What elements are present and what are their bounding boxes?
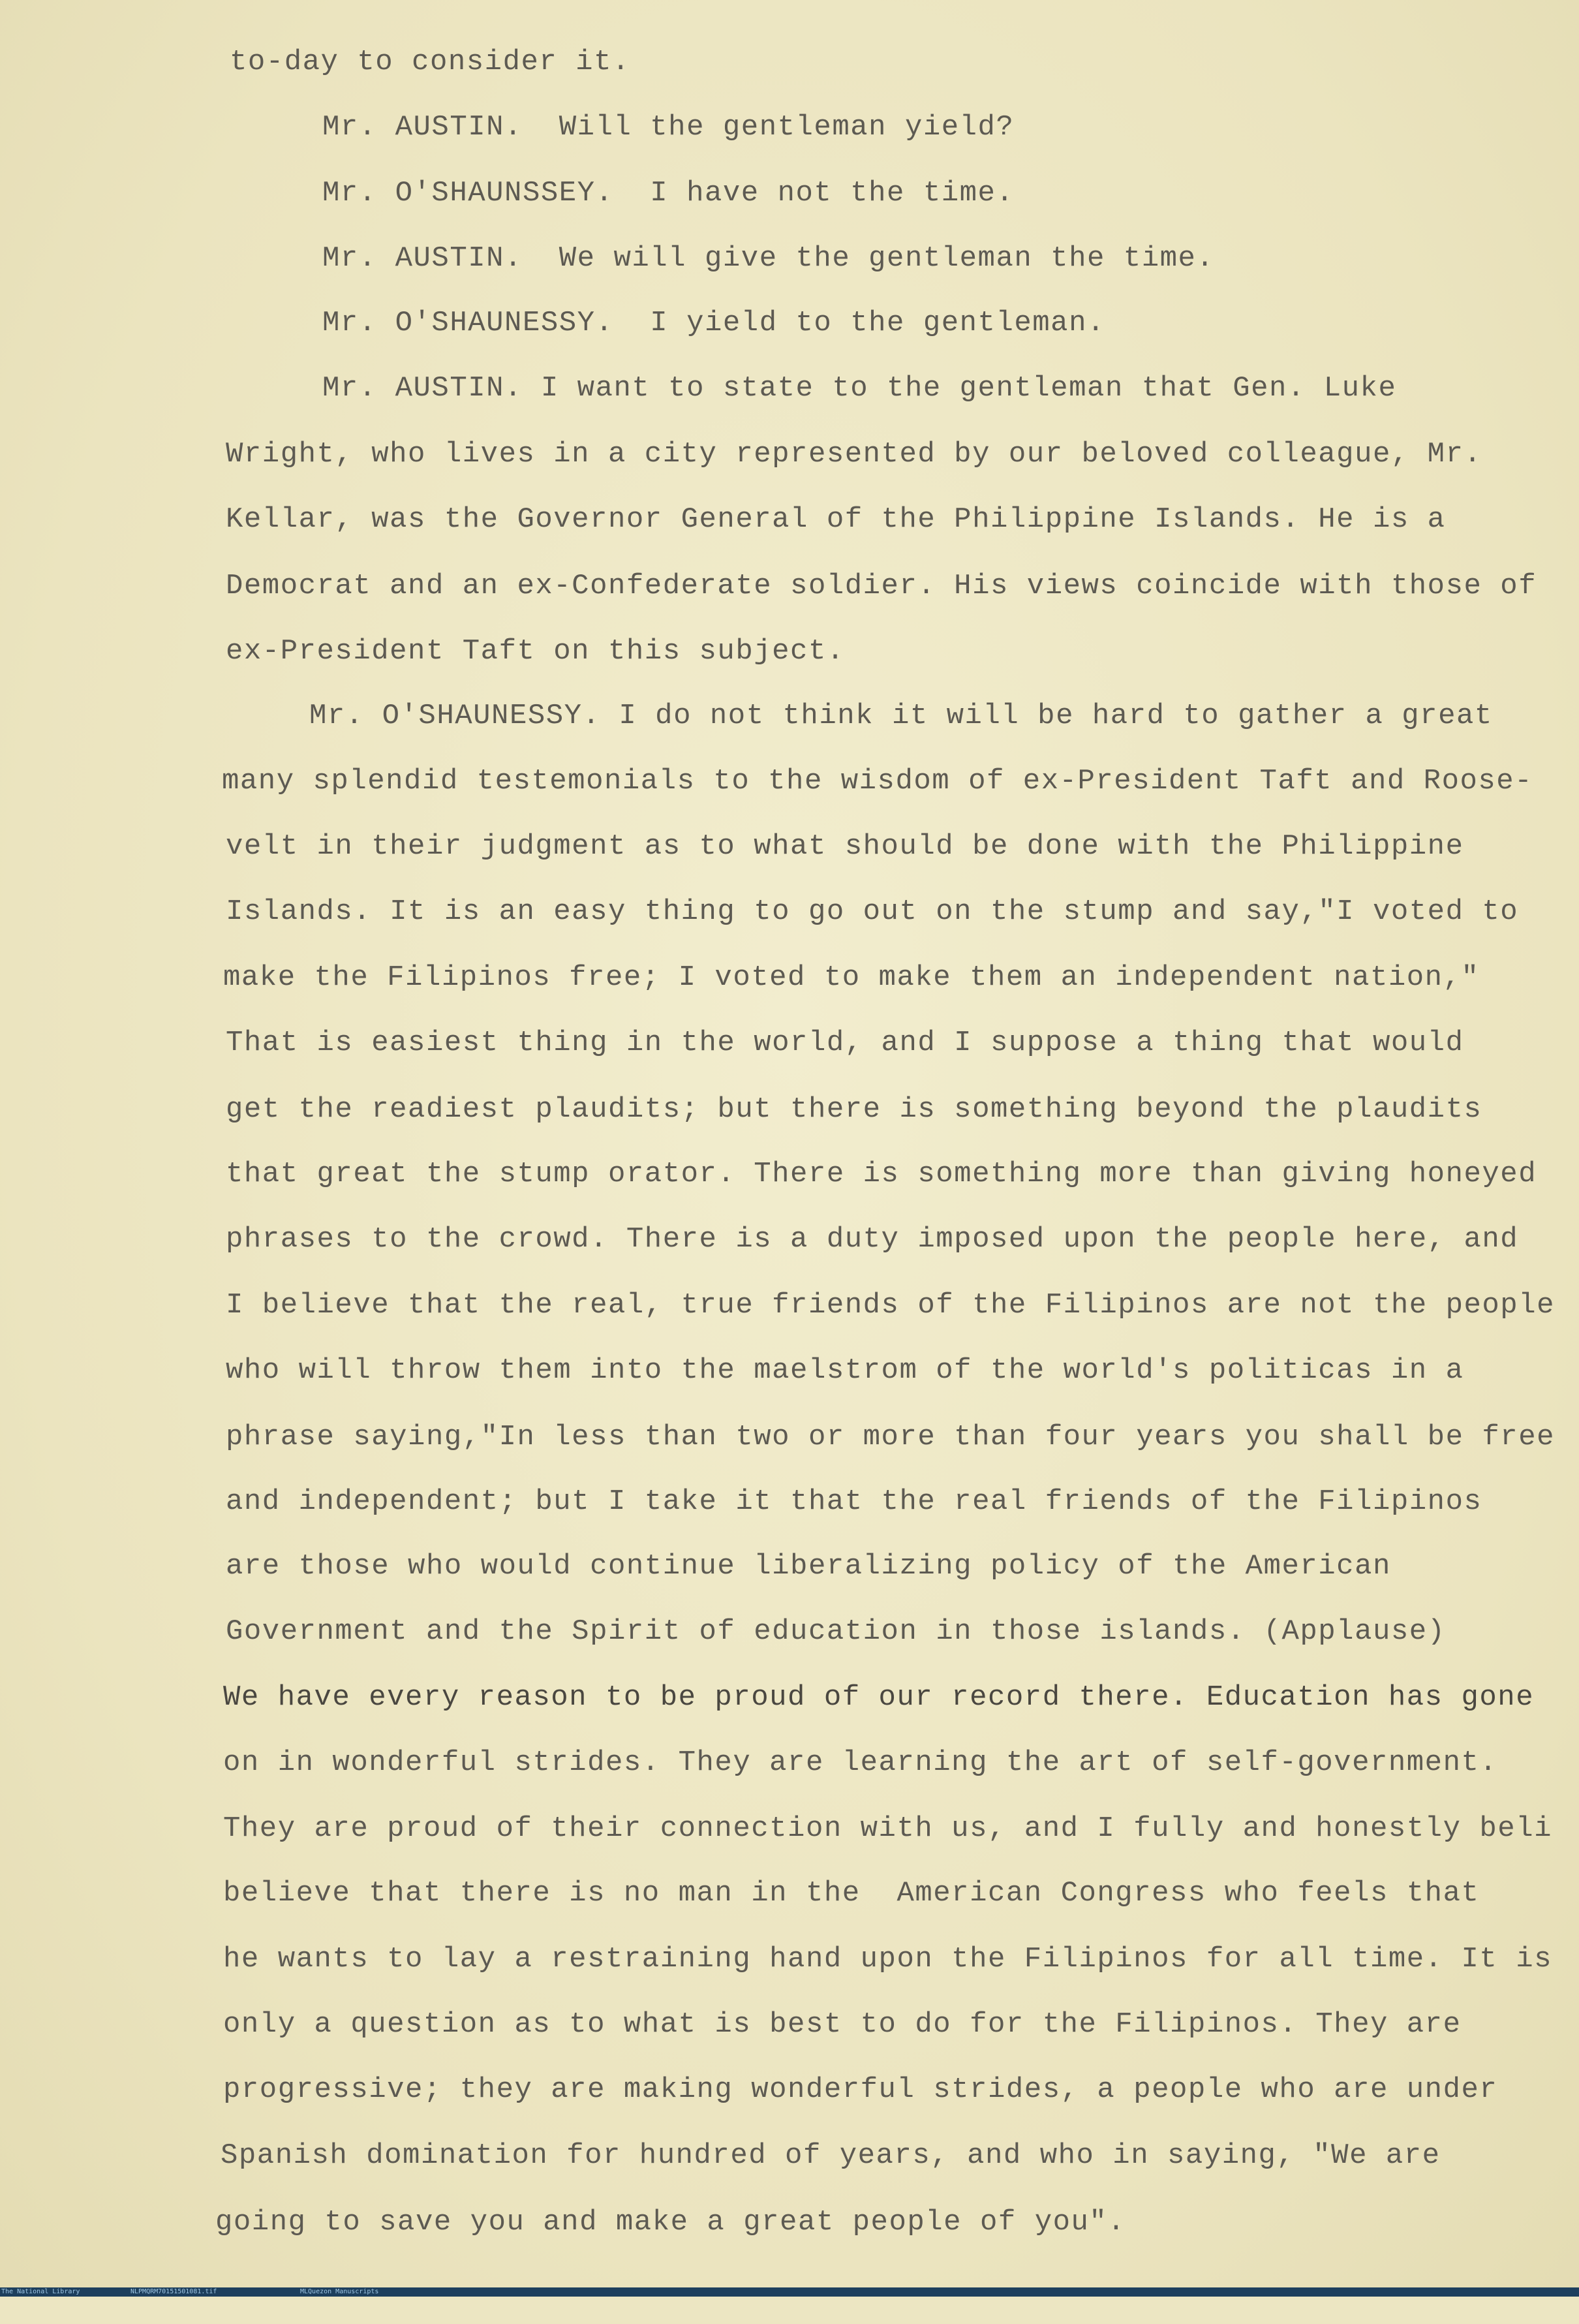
text-line: We have every reason to be proud of our record there. Education has gone (223, 1681, 1535, 1714)
text-line: phrases to the crowd. There is a duty imposed upon the people here, and (226, 1223, 1519, 1256)
text-line: Mr. O'SHAUNSSEY. I have not the time. (322, 177, 1015, 209)
text-line: That is easiest thing in the world, and I suppose a thing that would (226, 1027, 1464, 1059)
footer-library: The National Library (1, 2288, 80, 2295)
text-line: are those who would continue liberalizing policy of the American (226, 1550, 1391, 1583)
archive-footer-bar (0, 2287, 1579, 2297)
footer-file-id: NLPMQRM70151501081.tif (130, 2288, 217, 2295)
text-line: on in wonderful strides. They are learning the art of self-government. (223, 1746, 1498, 1779)
text-line: I believe that the real, true friends of the Filipinos are not the people (226, 1289, 1556, 1322)
text-line: believe that there is no man in the American Congress who feels that (223, 1877, 1480, 1910)
text-line: velt in their judgment as to what should be done with the Philippine (226, 830, 1464, 863)
text-line: going to save you and make a great people of you". (215, 2206, 1126, 2239)
text-line: Islands. It is an easy thing to go out on the stump and say,"I voted to (226, 895, 1519, 928)
text-line: phrase saying,"In less than two or more than four years you shall be free (226, 1421, 1556, 1453)
text-line: he wants to lay a restraining hand upon the Filipinos for all time. It is (223, 1943, 1553, 1975)
text-line: Democrat and an ex-Confederate soldier. His views coincide with those of (226, 570, 1537, 602)
text-line: They are proud of their connection with us, and I fully and honestly beli (223, 1812, 1553, 1845)
text-line: Mr. AUSTIN. I want to state to the gentleman that Gen. Luke (322, 372, 1397, 405)
text-line: progressive; they are making wonderful strides, a people who are under (223, 2073, 1498, 2106)
text-line: Wright, who lives in a city represented by our beloved colleague, Mr. (226, 438, 1482, 471)
text-line: ex-President Taft on this subject. (226, 635, 845, 668)
text-line: Mr. AUSTIN. Will the gentleman yield? (322, 111, 1015, 144)
text-line: Spanish domination for hundred of years, and who in saying, "We are (221, 2139, 1441, 2172)
text-line: make the Filipinos free; I voted to make them an independent nation," (223, 961, 1480, 994)
text-line: Government and the Spirit of education in those islands. (Applause) (226, 1615, 1446, 1648)
text-line: to-day to consider it. (230, 46, 630, 78)
text-line: many splendid testemonials to the wisdom of ex-President Taft and Roose- (222, 765, 1533, 798)
text-line: Mr. AUSTIN. We will give the gentleman the time. (322, 242, 1215, 275)
text-line: only a question as to what is best to do for the Filipinos. They are (223, 2008, 1462, 2041)
footer-collection: MLQuezon Manuscripts (300, 2288, 379, 2295)
text-line: that great the stump orator. There is something more than giving honeyed (226, 1158, 1537, 1190)
text-line: get the readiest plaudits; but there is something beyond the plaudits (226, 1093, 1482, 1126)
text-line: and independent; but I take it that the real friends of the Filipinos (226, 1485, 1482, 1518)
text-line: who will throw them into the maelstrom of the world's politicas in a (226, 1354, 1464, 1387)
text-line: Kellar, was the Governor General of the Philippine Islands. He is a (226, 503, 1446, 536)
text-line: Mr. O'SHAUNESSY. I yield to the gentleman. (322, 307, 1105, 339)
text-line: Mr. O'SHAUNESSY. I do not think it will be hard to gather a great (309, 700, 1493, 732)
